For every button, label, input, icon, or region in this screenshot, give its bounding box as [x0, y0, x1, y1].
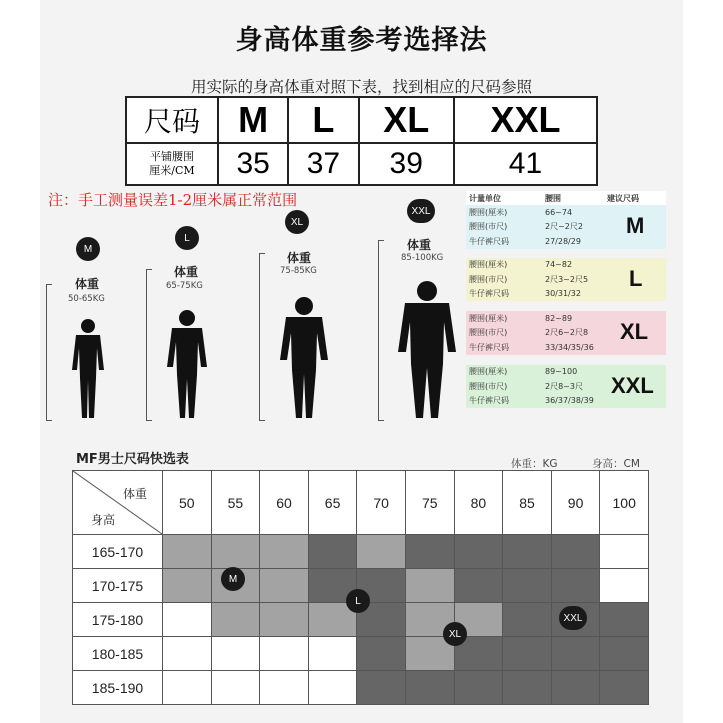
guide-group-xl [466, 311, 666, 355]
mf-grid-cell [503, 569, 552, 603]
mf-grid-cell [260, 603, 309, 637]
figure-m-silhouette [68, 318, 108, 420]
mf-grid-cell [503, 671, 552, 705]
guide-size-m: M [626, 213, 645, 238]
mf-grid-cell [600, 603, 649, 637]
mf-height-header: 170-175 [73, 569, 163, 603]
guide-size-xxl: XXL [611, 372, 654, 398]
mf-grid-cell [260, 637, 309, 671]
mf-grid-cell [212, 671, 261, 705]
mf-badge-xxl: XXL [559, 606, 587, 630]
mf-weight-header: 60 [260, 471, 309, 535]
guide-unit: 腰围(厘米) [469, 260, 508, 270]
mf-weight-header: 75 [406, 471, 455, 535]
mf-grid-cell [212, 535, 261, 569]
mf-grid-cell [260, 569, 309, 603]
figure-m-weight-label: 体重 [75, 277, 100, 291]
mf-badge-l: L [346, 589, 370, 613]
guide-value: 2尺~2尺2 [545, 222, 583, 232]
mf-grid-cell [600, 671, 649, 705]
mf-weight-header: 100 [600, 471, 649, 535]
measurement-note: 注：手工测量误差1-2厘米属正常范围 [48, 191, 298, 209]
mf-weight-header: 70 [357, 471, 406, 535]
mf-grid-cell [212, 603, 261, 637]
size-header-xl: XL [359, 97, 454, 143]
figure-xxl-silhouette [396, 280, 458, 420]
mf-height-header: 165-170 [73, 535, 163, 569]
guide-value: 2尺6~2尺8 [545, 328, 589, 338]
size-guide [466, 191, 666, 408]
mf-grid-cell [163, 603, 212, 637]
figure-xl-badge: XL [285, 210, 309, 234]
mf-grid-cell [212, 637, 261, 671]
guide-value: 66~74 [545, 207, 573, 217]
guide-unit: 腰围(厘米) [469, 367, 508, 377]
figure-xxl-weight-range: 85-100KG [401, 253, 444, 263]
mf-grid-cell [406, 671, 455, 705]
guide-group-xxl [466, 365, 666, 409]
figure-l-weight-label: 体重 [174, 265, 199, 279]
figure-l-silhouette [164, 309, 210, 420]
waist-row-label-line2: 厘米/CM [149, 164, 195, 177]
guide-unit: 腰围(厘米) [469, 313, 508, 323]
mf-grid-cell [503, 535, 552, 569]
mf-chart-title: MF男士尺码快选表 [76, 452, 189, 467]
mf-grid-cell [503, 637, 552, 671]
figure-xl-weight-label: 体重 [287, 251, 312, 265]
mf-grid-cell [163, 535, 212, 569]
page-title: 身高体重参考选择法 [235, 25, 488, 56]
mf-grid-cell [455, 569, 504, 603]
guide-unit: 腰围(厘米) [469, 207, 508, 217]
mf-grid-cell [357, 637, 406, 671]
guide-value: 36/37/38/39 [545, 396, 594, 406]
mf-corner-weight: 体重 [123, 487, 148, 501]
mf-weight-header: 50 [163, 471, 212, 535]
mf-weight-header: 85 [503, 471, 552, 535]
figure-m-badge: M [76, 237, 100, 261]
guide-unit: 腰围(市尺) [469, 381, 508, 391]
mf-badge-m: M [221, 567, 245, 591]
guide-size-xl: XL [620, 319, 649, 344]
size-waist-table [125, 96, 598, 186]
figure-m-weight-range: 50-65KG [68, 294, 105, 304]
mf-height-header: 185-190 [73, 671, 163, 705]
mf-grid-cell [552, 671, 601, 705]
waist-l: 37 [288, 143, 358, 185]
mf-grid-cell [309, 535, 358, 569]
guide-value: 27/28/29 [545, 236, 581, 246]
guide-header-waist: 腰围 [545, 193, 561, 203]
mf-height-header: 180-185 [73, 637, 163, 671]
guide-value: 30/31/32 [545, 289, 581, 299]
mf-grid-cell [503, 603, 552, 637]
mf-grid-cell [309, 637, 358, 671]
guide-unit: 牛仔裤尺码 [469, 236, 509, 246]
figure-xl-weight-range: 75-85KG [280, 266, 317, 276]
guide-header-row [466, 191, 666, 205]
guide-value: 2尺8~3尺 [545, 381, 583, 391]
mf-grid-cell [406, 569, 455, 603]
mf-grid-cell [357, 535, 406, 569]
guide-unit: 牛仔裤尺码 [469, 289, 509, 299]
mf-grid-cell [309, 671, 358, 705]
mf-grid-cell [260, 535, 309, 569]
figure-l-bracket [146, 269, 152, 421]
mf-grid-cell [552, 535, 601, 569]
page-subtitle: 用实际的身高体重对照下表，找到相应的尺码参照 [190, 78, 532, 96]
mf-weight-header: 90 [552, 471, 601, 535]
size-header-l: L [288, 97, 358, 143]
mf-weight-header: 65 [309, 471, 358, 535]
guide-group-l [466, 258, 666, 302]
figure-l-weight-range: 65-75KG [166, 281, 203, 291]
mf-size-grid [72, 470, 649, 705]
waist-row-label [126, 143, 218, 185]
mf-grid-cell [163, 637, 212, 671]
size-header-label: 尺码 [126, 97, 218, 143]
size-header-m: M [218, 97, 288, 143]
guide-header-size: 建议尺码 [607, 193, 639, 203]
guide-size-l: L [629, 265, 643, 291]
guide-value: 82~89 [545, 313, 573, 323]
guide-unit: 腰围(市尺) [469, 222, 508, 232]
mf-grid-cell [163, 569, 212, 603]
figure-xxl-bracket [378, 240, 384, 421]
mf-grid-cell [163, 671, 212, 705]
mf-grid-cell [455, 535, 504, 569]
mf-grid-cell [600, 637, 649, 671]
guide-group-m [466, 205, 666, 249]
mf-corner-cell [73, 471, 163, 535]
size-header-xxl: XXL [454, 97, 597, 143]
mf-grid-cell [600, 535, 649, 569]
figure-xxl-weight-label: 体重 [407, 238, 432, 252]
mf-grid-cell [260, 671, 309, 705]
guide-unit: 腰围(市尺) [469, 274, 508, 284]
waist-m: 35 [218, 143, 288, 185]
guide-value: 74~82 [545, 260, 573, 270]
mf-unit-weight: 体重：KG [511, 458, 558, 470]
mf-grid-cell [357, 671, 406, 705]
mf-grid-cell [455, 671, 504, 705]
mf-weight-header: 55 [212, 471, 261, 535]
figure-m-bracket [46, 284, 52, 421]
mf-height-header: 175-180 [73, 603, 163, 637]
waist-xxl: 41 [454, 143, 597, 185]
guide-unit: 腰围(市尺) [469, 328, 508, 338]
mf-grid-cell [600, 569, 649, 603]
figure-xl-bracket [259, 253, 265, 421]
guide-value: 33/34/35/36 [545, 342, 594, 352]
guide-value: 89~100 [545, 367, 578, 377]
figure-xxl-badge: XXL [407, 199, 435, 223]
guide-unit: 牛仔裤尺码 [469, 342, 509, 352]
mf-grid-cell [552, 569, 601, 603]
mf-unit-height: 身高：CM [592, 458, 640, 470]
waist-row-label-line1: 平铺腰围 [150, 149, 194, 163]
mf-weight-header: 80 [455, 471, 504, 535]
mf-corner-diagonal [73, 471, 163, 535]
mf-badge-xl: XL [443, 622, 467, 646]
mf-grid-cell [552, 637, 601, 671]
figure-l-badge: L [175, 226, 199, 250]
guide-header-unit: 计量单位 [469, 193, 501, 203]
guide-unit: 牛仔裤尺码 [469, 396, 509, 406]
mf-grid-cell [406, 535, 455, 569]
mf-corner-height: 身高 [91, 513, 116, 527]
waist-xl: 39 [359, 143, 454, 185]
guide-value: 2尺3~2尺5 [545, 274, 589, 284]
figure-xl-silhouette [277, 296, 331, 420]
